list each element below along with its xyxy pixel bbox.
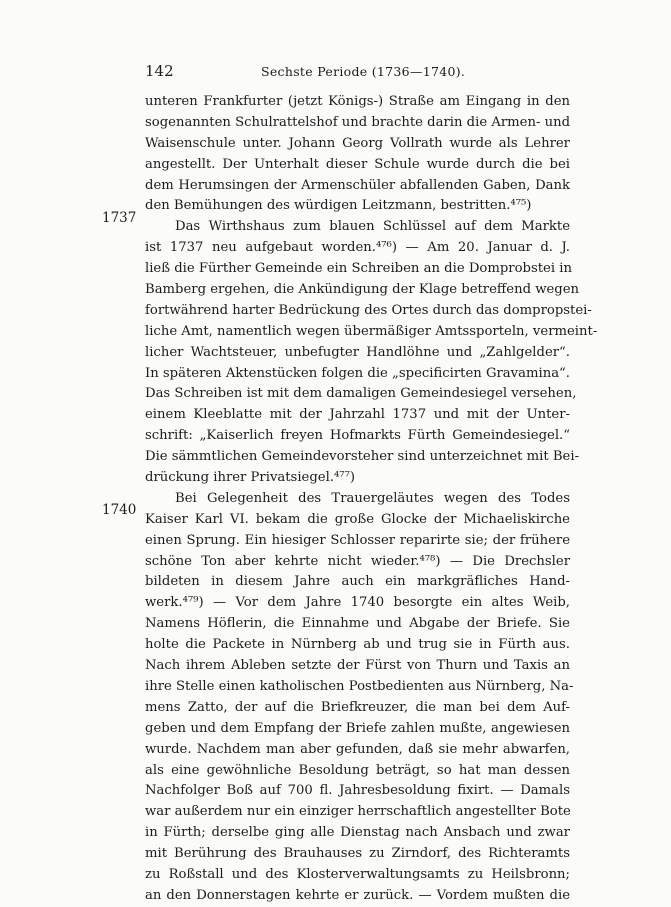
- text-line: drückung ihrer Privatsiegel.⁴⁷⁷): [145, 470, 356, 486]
- text-line: wurde. Nachdem man aber gefunden, daß sie mehr abwarfen,: [145, 741, 570, 757]
- text-line: war außerdem nur ein einziger herrschaftlich angestellter Bote: [145, 804, 571, 820]
- text-line: Die sämmtlichen Gemeindevorsteher sind unterzeichnet mit Bei-: [145, 449, 580, 465]
- text-line: Bei Gelegenheit des Trauergeläutes wegen des Todes: [175, 490, 570, 506]
- text-line: ließ die Fürther Gemeinde ein Schreiben an die Domprobstei in: [145, 261, 572, 277]
- text-line: Das Wirthshaus zum blauen Schlüssel auf dem Markte: [175, 219, 570, 235]
- text-line: bildeten in diesem Jahre auch ein markgräfliches Hand-: [145, 574, 570, 590]
- text-line: Kaiser Karl VI. bekam die große Glocke der Michaeliskirche: [145, 511, 570, 527]
- text-line: einen Sprung. Ein hiesiger Schlosser reparirte sie; der frühere: [145, 532, 570, 548]
- text-line: ihre Stelle einen katholischen Postbedienten aus Nürnberg, Na-: [145, 678, 574, 694]
- running-head: Sechste Periode (1736—1740).: [261, 64, 466, 79]
- text-line: Nachfolger Boß auf 700 fl. Jahresbesoldung fixirt. — Damals: [145, 783, 570, 799]
- margin-year-1737: 1737: [102, 210, 137, 226]
- text-line: Namens Höflerin, die Einnahme und Abgabe der Briefe. Sie: [145, 616, 570, 632]
- text-line: an den Donnerstagen kehrte er zurück. — Vordem mußten die: [145, 887, 570, 903]
- text-line: Nach ihrem Ableben setzte der Fürst von Thurn und Taxis an: [145, 658, 570, 674]
- text-line: ist 1737 neu aufgebaut worden.⁴⁷⁶) — Am 20. Januar d. J.: [145, 240, 570, 256]
- text-line: licher Wachtsteuer, unbefugter Handlöhne und „Zahlgelder“.: [145, 344, 570, 360]
- text-line: Waisenschule unter. Johann Georg Vollrath wurde als Lehrer: [145, 135, 570, 151]
- margin-year-1740: 1740: [102, 502, 137, 518]
- text-line: Das Schreiben ist mit dem damaligen Gemeindesiegel versehen,: [145, 386, 577, 402]
- text-line: unteren Frankfurter (jetzt Königs-) Straße am Eingang in den: [145, 94, 570, 109]
- body-text: [145, 92, 598, 907]
- text-line: dem Herumsingen der Armenschüler abfallenden Gaben, Dank: [145, 177, 570, 193]
- text-line: als eine gewöhnliche Besoldung beträgt, so hat man dessen: [145, 762, 570, 778]
- text-line: zu Roßstall und des Klosterverwaltungsamts zu Heilsbronn;: [145, 866, 570, 882]
- text-line: liche Amt, namentlich wegen übermäßiger Amtssporteln, vermeint-: [145, 323, 598, 339]
- text-line: angestellt. Der Unterhalt dieser Schule wurde durch die bei: [145, 156, 570, 172]
- page-number: 142: [145, 62, 174, 80]
- text-line: In späteren Aktenstücken folgen die „specificirten Gravamina“.: [145, 365, 570, 381]
- text-line: fortwährend harter Bedrückung des Ortes durch das dompropstei-: [145, 302, 592, 318]
- text-line: schöne Ton aber kehrte nicht wieder.⁴⁷⁸) — Die Drechsler: [145, 553, 570, 569]
- text-line: mit Berührung des Brauhauses zu Zirndorf, des Richteramts: [145, 846, 570, 862]
- text-line: einem Kleeblatte mit der Jahrzahl 1737 und mit der Unter-: [145, 407, 570, 423]
- text-line: Bamberg ergehen, die Ankündigung der Klage betreffend wegen: [145, 282, 580, 298]
- text-line: holte die Packete in Nürnberg ab und trug sie in Fürth aus.: [145, 637, 570, 653]
- text-line: den Bemühungen des würdigen Leitzmann, bestritten.⁴⁷⁵): [145, 198, 532, 214]
- text-line: schrift: „Kaiserlich freyen Hofmarkts Fürth Gemeindesiegel.“: [145, 428, 570, 444]
- text-line: sogenannten Schulrattelshof und brachte darin die Armen- und: [145, 114, 571, 130]
- text-line: mens Zatto, der auf die Briefkreuzer, die man bei dem Auf-: [145, 699, 570, 715]
- text-line: geben und dem Empfang der Briefe zahlen mußte, angewiesen: [145, 720, 570, 736]
- page-header: [143, 60, 568, 82]
- text-line: werk.⁴⁷⁹) — Vor dem Jahre 1740 besorgte ein altes Weib,: [145, 595, 570, 611]
- text-line: in Fürth; derselbe ging alle Dienstag nach Ansbach und zwar: [145, 825, 570, 841]
